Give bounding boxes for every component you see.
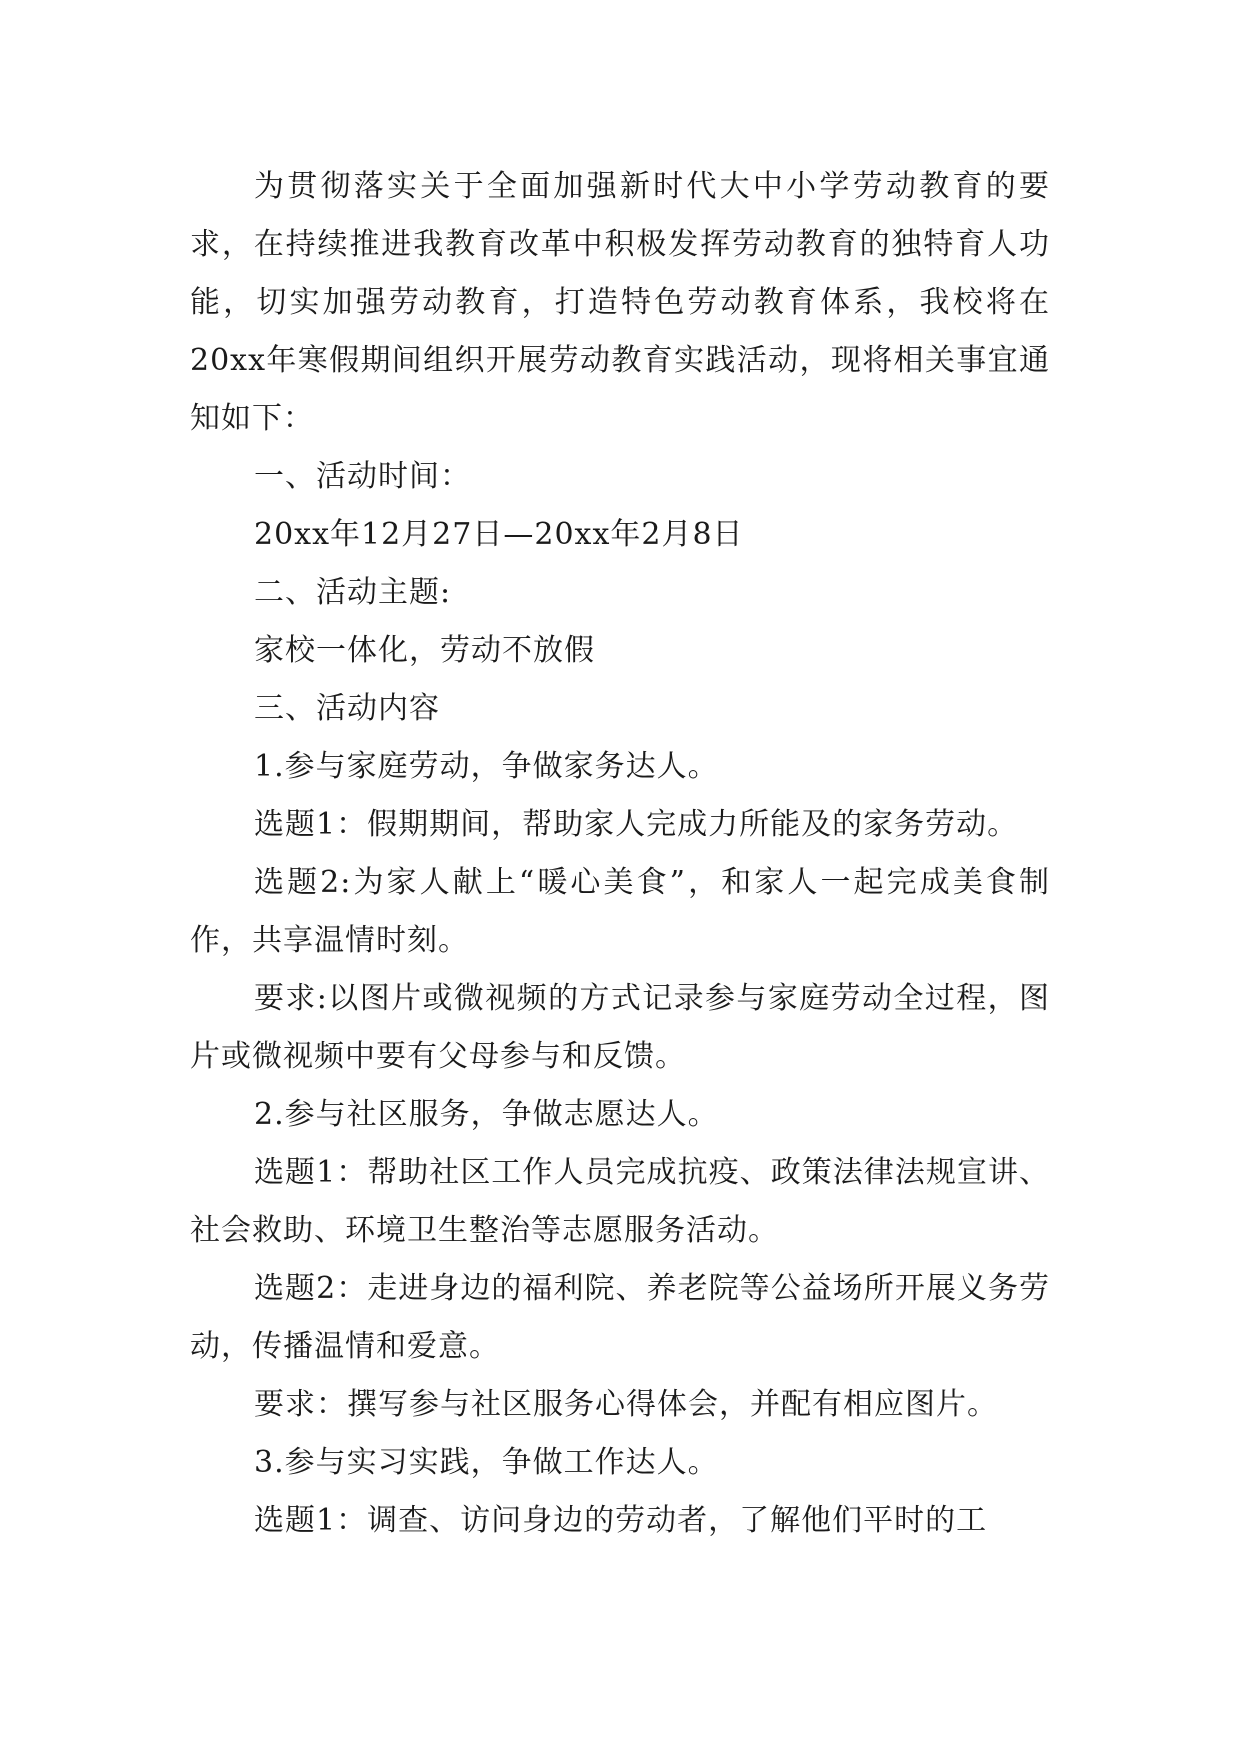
activity-theme-value: 家校一体化，劳动不放假 — [254, 633, 595, 668]
item-heading-home: 1.参与家庭劳动，争做家务达人。 — [254, 749, 719, 784]
document-body — [190, 158, 1050, 1550]
section-heading-time: 一、活动时间： — [254, 459, 471, 494]
community-topic-1: 选题1：帮助社区工作人员完成抗疫、政策法律法规宣讲、社会救助、环境卫生整治等志愿服务活动。 — [190, 1155, 1050, 1248]
community-topic-2: 选题2：走进身边的福利院、养老院等公益场所开展义务劳动，传播温情和爱意。 — [190, 1271, 1050, 1364]
item-heading-practice: 3.参与实习实践，争做工作达人。 — [254, 1445, 719, 1480]
home-topic-2: 选题2:为家人献上“暖心美食”，和家人一起完成美食制作，共享温情时刻。 — [190, 865, 1050, 958]
home-topic-1: 选题1：假期期间，帮助家人完成力所能及的家务劳动。 — [254, 807, 1019, 842]
activity-time-value: 20xx年12月27日—20xx年2月8日 — [254, 517, 744, 552]
item-heading-community: 2.参与社区服务，争做志愿达人。 — [254, 1097, 719, 1132]
community-requirement: 要求：撰写参与社区服务心得体会，并配有相应图片。 — [254, 1387, 998, 1422]
home-requirement: 要求:以图片或微视频的方式记录参与家庭劳动全过程，图片或微视频中要有父母参与和反馈。 — [190, 981, 1050, 1074]
practice-topic-1: 选题1：调查、访问身边的劳动者，了解他们平时的工 — [254, 1503, 988, 1538]
intro-paragraph: 为贯彻落实关于全面加强新时代大中小学劳动教育的要求，在持续推进我教育改革中积极发挥劳动教育的独特育人功能，切实加强劳动教育，打造特色劳动教育体系，我校将在20xx年寒假期间组织开展劳动教育实践活动，现将相关事宜通知如下： — [190, 169, 1050, 436]
section-heading-theme: 二、活动主题: — [254, 575, 452, 610]
section-heading-content: 三、活动内容 — [254, 691, 440, 726]
